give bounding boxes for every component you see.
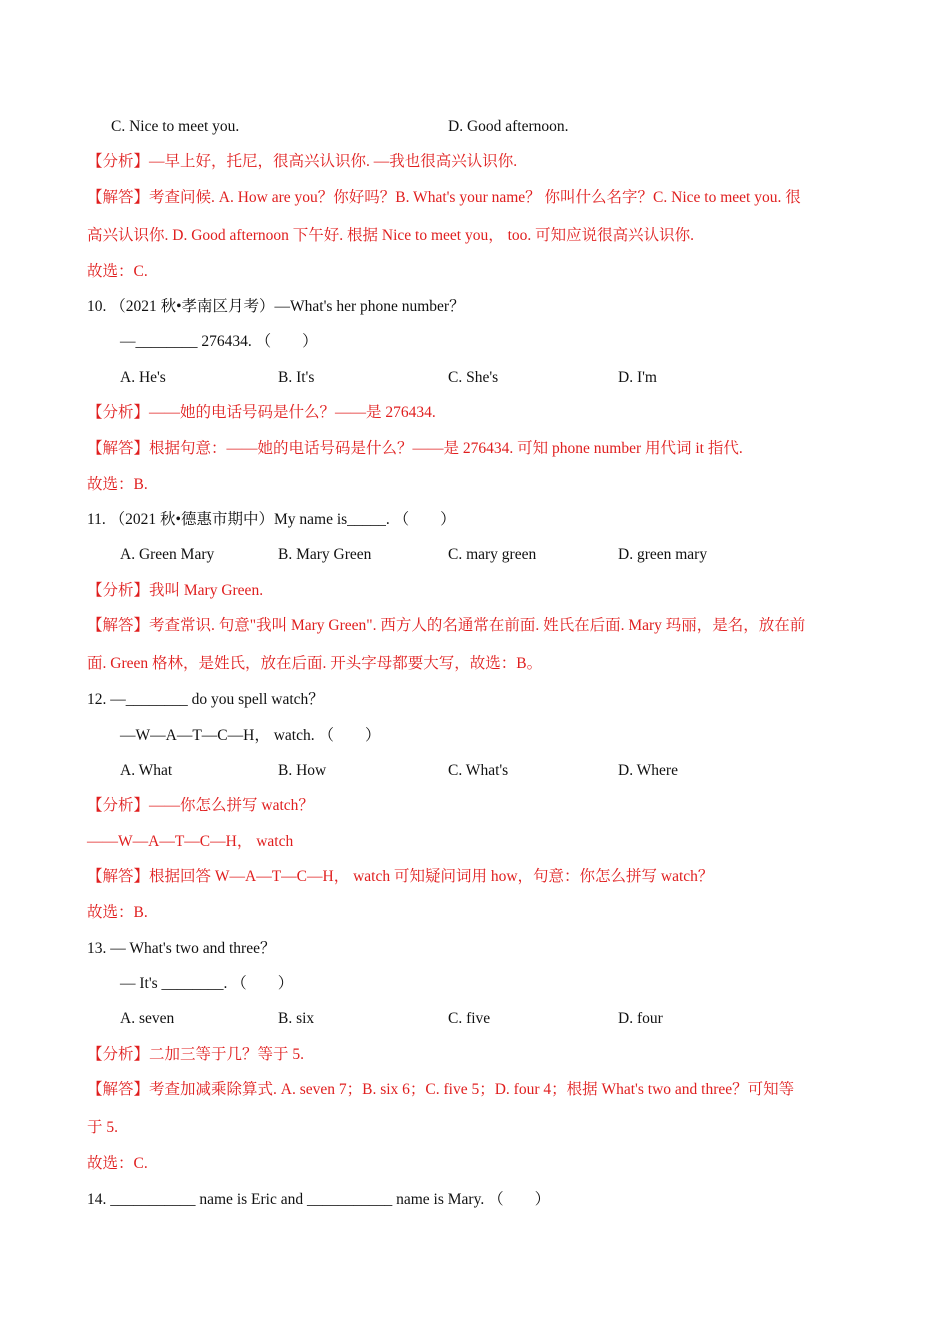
q12-option-c: C. What's <box>448 762 509 779</box>
q12-option-a: A. What <box>120 762 173 779</box>
q12-analysis-line1: 【分析】——你怎么拼写 watch？ <box>87 797 314 814</box>
q12-analysis-line2: ——W—A—T—C—H， watch <box>87 833 294 850</box>
q13-option-d: D. four <box>618 1010 663 1027</box>
q12-choice: 故选：B. <box>87 904 148 921</box>
q9-option-d: D. Good afternoon. <box>448 118 569 135</box>
q10-reply: —________ 276434. （ ） <box>120 333 318 350</box>
q11-option-d: D. green mary <box>618 546 708 563</box>
q12-option-d: D. Where <box>618 762 678 779</box>
q11-answer-line2: 面. Green 格林，是姓氏，放在后面. 开头字母都要大写，故选：B。 <box>87 655 543 672</box>
q12-answer: 【解答】根据回答 W—A—T—C—H， watch 可知疑问词用 how，句意：你怎么拼写 watch？ <box>87 868 714 885</box>
q9-analysis: 【分析】—早上好，托尼，很高兴认识你. —我也很高兴认识你. <box>87 153 518 170</box>
q11-option-b: B. Mary Green <box>278 546 372 563</box>
q9-answer-line1: 【解答】考查问候. A. How are you？你好吗？B. What's your name？ 你叫什么名字？C. Nice to meet you. 很 <box>87 189 801 206</box>
q12-option-b: B. How <box>278 762 327 779</box>
q10-option-b: B. It's <box>278 369 315 386</box>
q11-analysis: 【分析】我叫 Mary Green. <box>87 582 264 599</box>
q13-stem: 13. — What's two and three？ <box>87 940 276 957</box>
q13-reply: — It's ________. （ ） <box>120 975 294 992</box>
q13-option-c: C. five <box>448 1010 491 1027</box>
q10-answer: 【解答】根据句意：——她的电话号码是什么？——是 276434. 可知 phone number 用代词 it 指代. <box>87 440 743 457</box>
q13-answer-line1: 【解答】考查加减乘除算式. A. seven 7；B. six 6；C. five 5；D. four 4；根据 What's two and three？可知等 <box>87 1081 795 1098</box>
q10-option-d: D. I'm <box>618 369 657 386</box>
q11-option-a: A. Green Mary <box>120 546 215 563</box>
q14-stem: 14. ___________ name is Eric and ___________ name is Mary. （ ） <box>87 1191 551 1208</box>
q12-reply: —W—A—T—C—H， watch. （ ） <box>120 727 381 744</box>
q13-choice: 故选：C. <box>87 1155 148 1172</box>
q11-answer-line1: 【解答】考查常识. 句意"我叫 Mary Green". 西方人的名通常在前面. 姓氏在后面. Mary 玛丽，是名，放在前 <box>87 617 806 634</box>
q13-answer-line2: 于 5. <box>87 1119 119 1136</box>
q11-option-c: C. mary green <box>448 546 537 563</box>
q10-analysis: 【分析】——她的电话号码是什么？——是 276434. <box>87 404 436 421</box>
q10-choice: 故选：B. <box>87 476 148 493</box>
q10-stem: 10. （2021 秋•孝南区月考）—What's her phone number？ <box>87 298 465 315</box>
q11-stem: 11. （2021 秋•德惠市期中）My name is_____. （ ） <box>87 511 456 528</box>
q10-option-c: C. She's <box>448 369 499 386</box>
q12-stem: 12. —________ do you spell watch？ <box>87 691 324 708</box>
q9-answer-line2: 高兴认识你. D. Good afternoon 下午好. 根据 Nice to meet you， too. 可知应说很高兴认识你. <box>87 227 695 244</box>
q13-option-b: B. six <box>278 1010 315 1027</box>
q13-analysis: 【分析】二加三等于几？等于 5. <box>87 1046 305 1063</box>
q9-option-c: C. Nice to meet you. <box>111 118 240 135</box>
q13-option-a: A. seven <box>120 1010 175 1027</box>
q10-option-a: A. He's <box>120 369 166 386</box>
q9-choice: 故选：C. <box>87 263 148 280</box>
